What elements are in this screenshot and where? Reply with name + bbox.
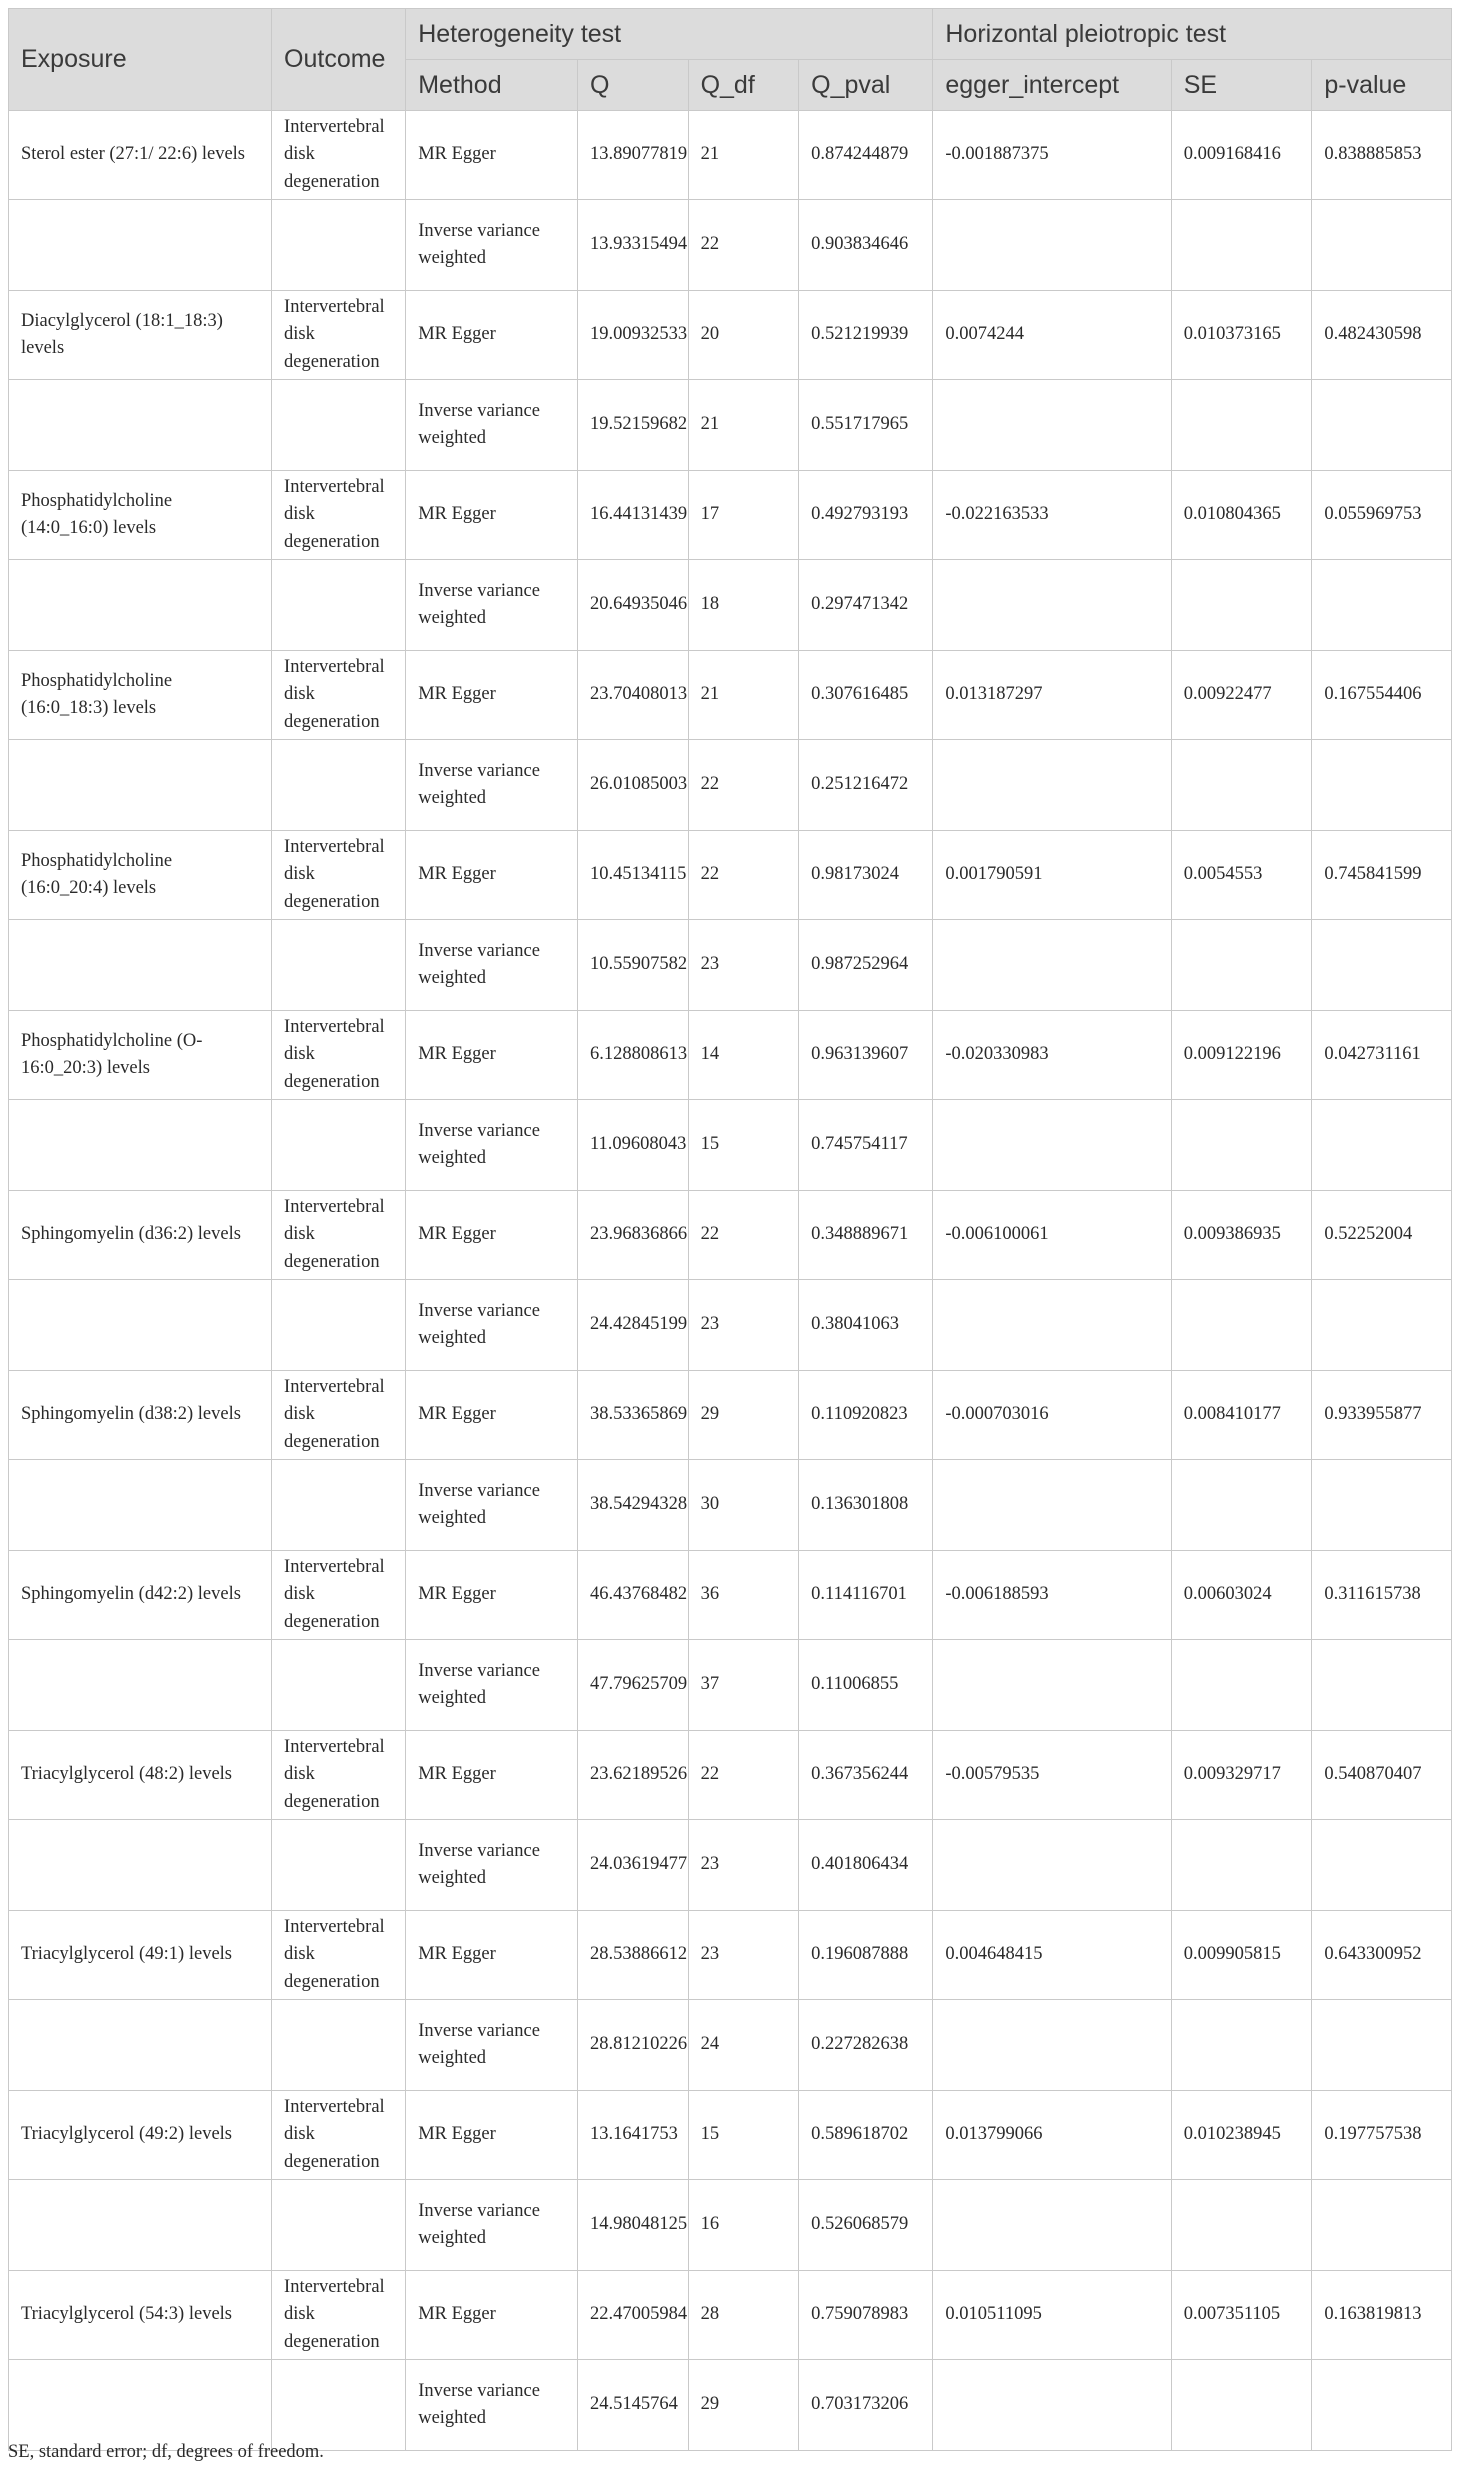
cell-q-pval: 0.114116701 [799, 1551, 933, 1640]
cell-p-value: 0.311615738 [1312, 1551, 1452, 1640]
cell-p-value: 0.163819813 [1312, 2271, 1452, 2360]
table-row [9, 2091, 1452, 2180]
cell-method: Inverse variance weighted [406, 2180, 578, 2271]
cell-egger-intercept: -0.020330983 [933, 1011, 1171, 1100]
cell-se: 0.009168416 [1171, 111, 1312, 200]
cell-exposure: Phosphatidylcholine (O-16:0_20:3) levels [9, 1011, 272, 1100]
cell-egger-intercept-empty [933, 560, 1171, 651]
cell-exposure-empty [9, 2180, 272, 2271]
cell-q-pval: 0.492793193 [799, 471, 933, 560]
cell-q-df: 16 [688, 2180, 799, 2271]
cell-outcome: Intervertebral disk degeneration [272, 2271, 406, 2360]
cell-method: Inverse variance weighted [406, 560, 578, 651]
cell-exposure-empty [9, 1820, 272, 1911]
cell-q-df: 20 [688, 291, 799, 380]
cell-exposure: Triacylglycerol (54:3) levels [9, 2271, 272, 2360]
cell-p-value-empty [1312, 200, 1452, 291]
cell-egger-intercept: -0.006188593 [933, 1551, 1171, 1640]
cell-q: 38.54294328 [577, 1460, 688, 1551]
cell-q: 13.89077819 [577, 111, 688, 200]
cell-p-value: 0.482430598 [1312, 291, 1452, 380]
cell-q-pval: 0.759078983 [799, 2271, 933, 2360]
cell-outcome-empty [272, 1460, 406, 1551]
cell-q-df: 23 [688, 1280, 799, 1371]
mr-results-table [8, 8, 1452, 2451]
cell-se: 0.008410177 [1171, 1371, 1312, 1460]
table-row [9, 1640, 1452, 1731]
cell-p-value: 0.055969753 [1312, 471, 1452, 560]
cell-method: Inverse variance weighted [406, 200, 578, 291]
cell-se-empty [1171, 380, 1312, 471]
cell-outcome: Intervertebral disk degeneration [272, 1371, 406, 1460]
table-row [9, 2000, 1452, 2091]
cell-outcome: Intervertebral disk degeneration [272, 831, 406, 920]
table-row [9, 831, 1452, 920]
cell-egger-intercept: 0.001790591 [933, 831, 1171, 920]
header-row-1 [9, 9, 1452, 60]
cell-egger-intercept-empty [933, 1640, 1171, 1731]
cell-q-pval: 0.98173024 [799, 831, 933, 920]
cell-p-value-empty [1312, 2180, 1452, 2271]
cell-method: MR Egger [406, 111, 578, 200]
cell-se: 0.007351105 [1171, 2271, 1312, 2360]
cell-se-empty [1171, 1820, 1312, 1911]
cell-egger-intercept: -0.000703016 [933, 1371, 1171, 1460]
table-row [9, 740, 1452, 831]
cell-method: MR Egger [406, 1371, 578, 1460]
cell-method: Inverse variance weighted [406, 380, 578, 471]
col-header-egger-intercept: egger_intercept [933, 60, 1171, 111]
cell-se: 0.009329717 [1171, 1731, 1312, 1820]
cell-q: 23.96836866 [577, 1191, 688, 1280]
cell-egger-intercept: -0.001887375 [933, 111, 1171, 200]
cell-q: 19.00932533 [577, 291, 688, 380]
cell-exposure-empty [9, 1640, 272, 1731]
cell-q: 11.09608043 [577, 1100, 688, 1191]
cell-outcome: Intervertebral disk degeneration [272, 1011, 406, 1100]
table-row [9, 1371, 1452, 1460]
cell-p-value-empty [1312, 1460, 1452, 1551]
cell-q-pval: 0.136301808 [799, 1460, 933, 1551]
cell-q-df: 23 [688, 1820, 799, 1911]
cell-q-df: 22 [688, 200, 799, 291]
cell-exposure: Triacylglycerol (48:2) levels [9, 1731, 272, 1820]
cell-se-empty [1171, 560, 1312, 651]
cell-q: 47.79625709 [577, 1640, 688, 1731]
cell-p-value-empty [1312, 740, 1452, 831]
cell-p-value: 0.042731161 [1312, 1011, 1452, 1100]
cell-exposure: Sphingomyelin (d42:2) levels [9, 1551, 272, 1640]
cell-method: MR Egger [406, 1731, 578, 1820]
cell-method: MR Egger [406, 291, 578, 380]
cell-q-df: 37 [688, 1640, 799, 1731]
col-header-outcome: Outcome [272, 9, 406, 111]
cell-p-value: 0.745841599 [1312, 831, 1452, 920]
cell-egger-intercept-empty [933, 1820, 1171, 1911]
cell-method: MR Egger [406, 1011, 578, 1100]
cell-p-value-empty [1312, 1100, 1452, 1191]
cell-egger-intercept: -0.00579535 [933, 1731, 1171, 1820]
table-row [9, 471, 1452, 560]
table-row [9, 1100, 1452, 1191]
cell-se: 0.00922477 [1171, 651, 1312, 740]
cell-method: MR Egger [406, 1191, 578, 1280]
cell-egger-intercept: -0.006100061 [933, 1191, 1171, 1280]
cell-q-pval: 0.589618702 [799, 2091, 933, 2180]
cell-outcome-empty [272, 1820, 406, 1911]
cell-outcome-empty [272, 1640, 406, 1731]
cell-egger-intercept: 0.0074244 [933, 291, 1171, 380]
cell-exposure: Diacylglycerol (18:1_18:3) levels [9, 291, 272, 380]
cell-method: MR Egger [406, 831, 578, 920]
cell-se-empty [1171, 920, 1312, 1011]
cell-q-pval: 0.551717965 [799, 380, 933, 471]
cell-exposure: Triacylglycerol (49:1) levels [9, 1911, 272, 2000]
cell-q-df: 18 [688, 560, 799, 651]
col-header-p-value: p-value [1312, 60, 1452, 111]
table-row [9, 1460, 1452, 1551]
cell-p-value: 0.540870407 [1312, 1731, 1452, 1820]
cell-egger-intercept: 0.010511095 [933, 2271, 1171, 2360]
cell-q: 23.70408013 [577, 651, 688, 740]
cell-p-value-empty [1312, 560, 1452, 651]
cell-se: 0.010373165 [1171, 291, 1312, 380]
cell-q-df: 23 [688, 920, 799, 1011]
cell-method: MR Egger [406, 471, 578, 560]
table-row [9, 200, 1452, 291]
cell-p-value: 0.197757538 [1312, 2091, 1452, 2180]
cell-se: 0.010804365 [1171, 471, 1312, 560]
cell-method: Inverse variance weighted [406, 920, 578, 1011]
table-row [9, 2180, 1452, 2271]
col-header-method: Method [406, 60, 578, 111]
cell-q: 10.55907582 [577, 920, 688, 1011]
group-header-heterogeneity: Heterogeneity test [406, 9, 933, 60]
cell-outcome-empty [272, 2360, 406, 2451]
cell-method: Inverse variance weighted [406, 2360, 578, 2451]
cell-outcome: Intervertebral disk degeneration [272, 471, 406, 560]
cell-q-pval: 0.521219939 [799, 291, 933, 380]
cell-se-empty [1171, 1460, 1312, 1551]
cell-outcome-empty [272, 200, 406, 291]
cell-egger-intercept-empty [933, 2000, 1171, 2091]
cell-q-df: 28 [688, 2271, 799, 2360]
cell-egger-intercept: 0.013799066 [933, 2091, 1171, 2180]
cell-q-pval: 0.348889671 [799, 1191, 933, 1280]
cell-se-empty [1171, 1100, 1312, 1191]
cell-q-df: 36 [688, 1551, 799, 1640]
table-row [9, 1011, 1452, 1100]
table-body [9, 111, 1452, 2451]
cell-exposure: Sphingomyelin (d38:2) levels [9, 1371, 272, 1460]
cell-p-value: 0.167554406 [1312, 651, 1452, 740]
cell-exposure: Phosphatidylcholine (16:0_20:4) levels [9, 831, 272, 920]
cell-q: 26.01085003 [577, 740, 688, 831]
cell-p-value: 0.838885853 [1312, 111, 1452, 200]
cell-exposure: Sterol ester (27:1/ 22:6) levels [9, 111, 272, 200]
cell-q: 24.42845199 [577, 1280, 688, 1371]
cell-egger-intercept: 0.004648415 [933, 1911, 1171, 2000]
cell-q-pval: 0.874244879 [799, 111, 933, 200]
cell-outcome-empty [272, 1280, 406, 1371]
cell-p-value-empty [1312, 1280, 1452, 1371]
cell-p-value-empty [1312, 2360, 1452, 2451]
group-header-pleiotropy: Horizontal pleiotropic test [933, 9, 1452, 60]
cell-egger-intercept: -0.022163533 [933, 471, 1171, 560]
cell-exposure-empty [9, 920, 272, 1011]
cell-q-df: 29 [688, 2360, 799, 2451]
cell-q-pval: 0.367356244 [799, 1731, 933, 1820]
cell-q-df: 21 [688, 651, 799, 740]
cell-q-df: 17 [688, 471, 799, 560]
table-row [9, 560, 1452, 651]
table-row [9, 1191, 1452, 1280]
cell-egger-intercept-empty [933, 1280, 1171, 1371]
cell-outcome: Intervertebral disk degeneration [272, 291, 406, 380]
cell-q: 24.03619477 [577, 1820, 688, 1911]
cell-exposure: Phosphatidylcholine (16:0_18:3) levels [9, 651, 272, 740]
cell-exposure-empty [9, 740, 272, 831]
cell-method: MR Egger [406, 2091, 578, 2180]
cell-egger-intercept-empty [933, 740, 1171, 831]
table-row [9, 291, 1452, 380]
cell-egger-intercept-empty [933, 200, 1171, 291]
cell-se-empty [1171, 200, 1312, 291]
cell-outcome: Intervertebral disk degeneration [272, 1191, 406, 1280]
cell-q: 14.98048125 [577, 2180, 688, 2271]
cell-q-pval: 0.745754117 [799, 1100, 933, 1191]
cell-outcome: Intervertebral disk degeneration [272, 2091, 406, 2180]
cell-q-df: 22 [688, 740, 799, 831]
table-row [9, 1820, 1452, 1911]
cell-q-pval: 0.251216472 [799, 740, 933, 831]
cell-egger-intercept-empty [933, 920, 1171, 1011]
cell-se-empty [1171, 2360, 1312, 2451]
cell-outcome-empty [272, 560, 406, 651]
cell-q-pval: 0.903834646 [799, 200, 933, 291]
cell-q-df: 21 [688, 380, 799, 471]
cell-q-df: 15 [688, 1100, 799, 1191]
cell-p-value-empty [1312, 1640, 1452, 1731]
cell-q: 20.64935046 [577, 560, 688, 651]
cell-se: 0.0054553 [1171, 831, 1312, 920]
cell-outcome-empty [272, 740, 406, 831]
cell-q-df: 21 [688, 111, 799, 200]
cell-q-pval: 0.307616485 [799, 651, 933, 740]
cell-q-pval: 0.963139607 [799, 1011, 933, 1100]
col-header-se: SE [1171, 60, 1312, 111]
table-row [9, 380, 1452, 471]
cell-method: Inverse variance weighted [406, 1640, 578, 1731]
cell-q-pval: 0.526068579 [799, 2180, 933, 2271]
cell-p-value: 0.52252004 [1312, 1191, 1452, 1280]
cell-q: 13.93315494 [577, 200, 688, 291]
cell-exposure-empty [9, 2360, 272, 2451]
cell-egger-intercept: 0.013187297 [933, 651, 1171, 740]
cell-exposure-empty [9, 2000, 272, 2091]
cell-p-value-empty [1312, 1820, 1452, 1911]
cell-se: 0.010238945 [1171, 2091, 1312, 2180]
cell-exposure: Phosphatidylcholine (14:0_16:0) levels [9, 471, 272, 560]
table-row [9, 1731, 1452, 1820]
cell-exposure-empty [9, 200, 272, 291]
cell-q-pval: 0.987252964 [799, 920, 933, 1011]
cell-q: 28.53886612 [577, 1911, 688, 2000]
cell-q: 19.52159682 [577, 380, 688, 471]
cell-egger-intercept-empty [933, 1100, 1171, 1191]
col-header-q-df: Q_df [688, 60, 799, 111]
cell-method: Inverse variance weighted [406, 1280, 578, 1371]
cell-method: MR Egger [406, 2271, 578, 2360]
cell-q-df: 15 [688, 2091, 799, 2180]
cell-q-df: 14 [688, 1011, 799, 1100]
cell-method: Inverse variance weighted [406, 1460, 578, 1551]
cell-q-df: 24 [688, 2000, 799, 2091]
cell-q: 38.53365869 [577, 1371, 688, 1460]
cell-egger-intercept-empty [933, 1460, 1171, 1551]
cell-q-df: 23 [688, 1911, 799, 2000]
cell-method: Inverse variance weighted [406, 2000, 578, 2091]
cell-q: 13.1641753 [577, 2091, 688, 2180]
cell-q: 23.62189526 [577, 1731, 688, 1820]
cell-exposure-empty [9, 1280, 272, 1371]
cell-method: Inverse variance weighted [406, 1820, 578, 1911]
table-row [9, 1551, 1452, 1640]
cell-q-df: 22 [688, 831, 799, 920]
cell-exposure: Sphingomyelin (d36:2) levels [9, 1191, 272, 1280]
cell-q-pval: 0.38041063 [799, 1280, 933, 1371]
cell-se: 0.009905815 [1171, 1911, 1312, 2000]
cell-q-pval: 0.227282638 [799, 2000, 933, 2091]
cell-q-df: 22 [688, 1731, 799, 1820]
cell-se: 0.00603024 [1171, 1551, 1312, 1640]
cell-se-empty [1171, 2180, 1312, 2271]
cell-outcome: Intervertebral disk degeneration [272, 1731, 406, 1820]
cell-outcome: Intervertebral disk degeneration [272, 111, 406, 200]
cell-outcome-empty [272, 920, 406, 1011]
cell-q: 6.128808613 [577, 1011, 688, 1100]
cell-egger-intercept-empty [933, 2180, 1171, 2271]
cell-p-value: 0.933955877 [1312, 1371, 1452, 1460]
cell-p-value-empty [1312, 920, 1452, 1011]
cell-q-pval: 0.297471342 [799, 560, 933, 651]
table-row [9, 2271, 1452, 2360]
cell-method: MR Egger [406, 651, 578, 740]
cell-outcome-empty [272, 2180, 406, 2271]
cell-q: 46.43768482 [577, 1551, 688, 1640]
cell-egger-intercept-empty [933, 2360, 1171, 2451]
table-row [9, 651, 1452, 740]
col-header-q: Q [577, 60, 688, 111]
table-row [9, 111, 1452, 200]
cell-outcome-empty [272, 2000, 406, 2091]
cell-q-df: 30 [688, 1460, 799, 1551]
cell-q: 28.81210226 [577, 2000, 688, 2091]
cell-p-value-empty [1312, 2000, 1452, 2091]
cell-method: Inverse variance weighted [406, 1100, 578, 1191]
cell-exposure-empty [9, 560, 272, 651]
cell-egger-intercept-empty [933, 380, 1171, 471]
cell-method: Inverse variance weighted [406, 740, 578, 831]
cell-se-empty [1171, 1640, 1312, 1731]
cell-se: 0.009386935 [1171, 1191, 1312, 1280]
results-table-container [8, 8, 1452, 2451]
table-footnote: SE, standard error; df, degrees of freedom. [8, 2442, 324, 2462]
cell-q: 10.45134115 [577, 831, 688, 920]
cell-exposure-empty [9, 380, 272, 471]
cell-se: 0.009122196 [1171, 1011, 1312, 1100]
cell-se-empty [1171, 1280, 1312, 1371]
table-row [9, 1280, 1452, 1371]
cell-q-pval: 0.110920823 [799, 1371, 933, 1460]
cell-q-pval: 0.703173206 [799, 2360, 933, 2451]
cell-q-pval: 0.11006855 [799, 1640, 933, 1731]
table-row [9, 920, 1452, 1011]
cell-outcome-empty [272, 1100, 406, 1191]
cell-se-empty [1171, 2000, 1312, 2091]
cell-exposure-empty [9, 1460, 272, 1551]
cell-outcome: Intervertebral disk degeneration [272, 651, 406, 740]
col-header-q-pval: Q_pval [799, 60, 933, 111]
cell-exposure-empty [9, 1100, 272, 1191]
cell-outcome: Intervertebral disk degeneration [272, 1551, 406, 1640]
cell-q-df: 29 [688, 1371, 799, 1460]
table-row [9, 1911, 1452, 2000]
cell-outcome-empty [272, 380, 406, 471]
cell-q: 22.47005984 [577, 2271, 688, 2360]
cell-q: 16.44131439 [577, 471, 688, 560]
cell-q: 24.5145764 [577, 2360, 688, 2451]
cell-q-pval: 0.196087888 [799, 1911, 933, 2000]
col-header-exposure: Exposure [9, 9, 272, 111]
cell-method: MR Egger [406, 1551, 578, 1640]
cell-outcome: Intervertebral disk degeneration [272, 1911, 406, 2000]
cell-p-value-empty [1312, 380, 1452, 471]
cell-p-value: 0.643300952 [1312, 1911, 1452, 2000]
cell-q-pval: 0.401806434 [799, 1820, 933, 1911]
cell-exposure: Triacylglycerol (49:2) levels [9, 2091, 272, 2180]
cell-se-empty [1171, 740, 1312, 831]
cell-q-df: 22 [688, 1191, 799, 1280]
cell-method: MR Egger [406, 1911, 578, 2000]
table-row [9, 2360, 1452, 2451]
